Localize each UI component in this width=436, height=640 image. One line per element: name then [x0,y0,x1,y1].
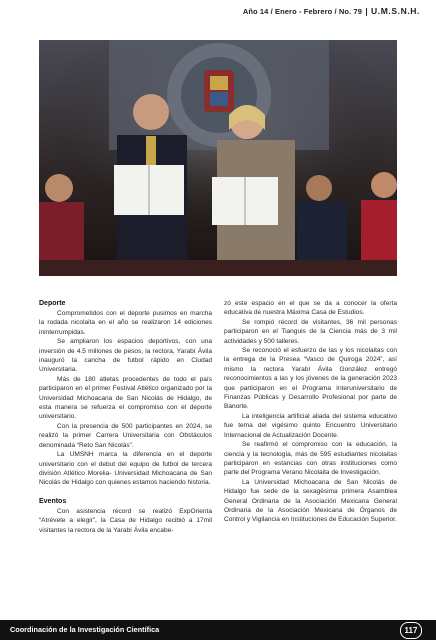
spacer [39,488,212,497]
page-footer [0,620,436,640]
paragraph: Se reconoció el esfuerzo de las y los nicolaitas con la entrega de la Presea “Vasco de Quiroga 2024”, así mismo la rectora Yarabí Ávila González entregó reconocimientos a las y los jóvenes de la generación 2023 que participaron en el Programa Interuniversitario de Finanzas Públicas y Desarrollo Profesional por parte de Banorte. [224,347,397,411]
issue-info: Año 14 / Enero - Febrero / No. 79 [242,7,363,16]
paragraph: Se rompió récord de visitantes, 36 mil personas participaron en el Tianguis de la Ciencia más de 3 mil actividades y 500 talleres. [224,318,397,345]
section-heading-deporte: Deporte [39,300,66,307]
footer-text: Coordinación de la Investigación Científica [10,625,160,634]
photo-illustration [39,40,397,276]
article-body [39,299,397,617]
paragraph: Se reafirmó el compromiso con la educación, la ciencia y la tecnología, más de 595 estudiantes nicolaitas participaron en estancias con otras instituciones como parte del Programa Verano Nicolaita de Investigación. [224,441,397,477]
page-number: 117 [400,622,422,639]
paragraph: zó este espacio en el que se da a conocer la oferta educativa de nuestra Máxima Casa de Estudios. [224,300,397,317]
paragraph: Con la presencia de 500 participantes en 2024, se realizó la primer Carrera Universitaria con Obstáculos denominada “Reto San Nicolás”. [39,422,212,449]
section-heading-eventos: Eventos [39,497,67,505]
paragraph: Se ampliaron los espacios deportivos, con una inversión de 4.5 millones de pesos, la rectora, Yarabí Ávila inauguró la cancha de futbol rápido en Ciudad Universitaria. [39,338,212,374]
paragraph: La inteligencia artificial aliada del sistema educativo fue tema del vigésimo quinto Encuentro Universitario Internacional de Actualización Docente. [224,412,397,439]
signing-ceremony-photo [39,40,397,276]
brand-name: U.M.S.N.H. [371,6,420,16]
paragraph: La Universidad Michoacana de San Nicolás de Hidalgo fue sede de la sexagésima primera Asamblea General Ordinaria de la Asociación Mexicana General Ordinaria de la Asociación Mexicana de Órganos de Control y Vigilancia en Instituciones de Educación Superior. [224,478,397,524]
paragraph: Comprometidos con el deporte pusimos en marcha la rodada nicolaita en el año se realizaron 14 ediciones ininterrumpidas. [39,310,212,336]
paragraph: La UMSNH marca la diferencia en el deporte universitario con el debut del equipo de futbol de tercera división Atlético Morelia- Universidad Michoacana de San Nicolás de Hidalgo con quienes estamos haciendo historia. [39,451,212,487]
issue-header [243,6,420,16]
paragraph: Más de 180 atletas procedentes de todo el país participaron en el primer Festival Atlético organizado por la Universidad Michoacana de San Nicolás de Hidalgo, de esta manera se refuerza el compromiso con el deporte universitario. [39,375,212,421]
left-column [39,299,212,535]
paragraph: Con asistencia récord se realizó ExpOrienta “Atrévete a elegir”, la Casa de Hidalgo recibió a 17mil visitantes la rectora de la Yarabí Ávila encabe- [39,507,212,534]
right-column [224,299,397,525]
header-divider [366,8,367,16]
